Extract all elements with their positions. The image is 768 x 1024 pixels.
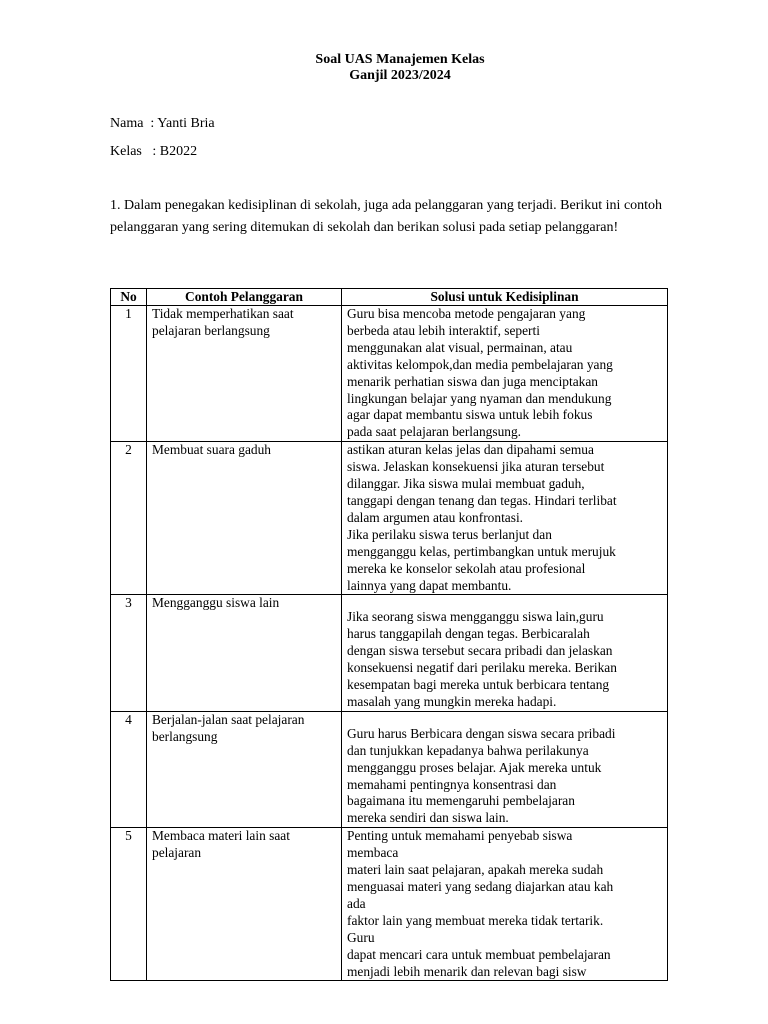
solution-line: bagaimana itu memengaruhi pembelajaran [347,793,575,809]
example-line: Membaca materi lain saat [152,828,290,844]
solution-line: dengan siswa tersebut secara pribadi dan jelaskan [347,643,613,659]
solution-line: pada saat pelajaran berlangsung. [347,424,521,440]
example-line: Mengganggu siswa lain [152,595,280,611]
solution-line: menguasai materi yang sedang diajarkan atau kah [347,879,614,894]
solution-line: mengganggu proses belajar. Ajak mereka untuk [347,759,602,775]
solution-line: materi lain saat pelajaran, apakah mereka sudah [347,862,604,878]
solution-line: mereka ke konselor sekolah atau profesional [347,560,586,576]
row-number: 3 [111,595,147,711]
title-line: Soal UAS Manajemen Kelas [315,52,485,67]
example-line: Membuat suara gaduh [152,442,271,458]
solution-line: masalah yang mungkin mereka hadapi. [347,693,557,709]
example-line: Tidak memperhatikan saat [152,306,294,321]
solution-line: menjadi lebih menarik dan relevan bagi sisw [347,963,587,979]
header-solution: Solusi untuk Kedisiplinan [342,289,668,306]
table-row [111,442,668,595]
solution-line: harus tanggapilah dengan tegas. Berbicaralah [347,626,590,642]
header-no: No [111,289,147,306]
solution-line: dapat mencari cara untuk membuat pembelajaran [347,946,611,962]
table-row [111,595,668,711]
solution-line: faktor lain yang membuat mereka tidak tertarik. [347,912,604,928]
solution-line: dan tunjukkan kepadanya bahwa perilakunya [347,742,589,758]
solution-line: dilanggar. Jika siswa mulai membuat gaduh, [347,476,585,492]
solution-line: Guru bisa mencoba metode pengajaran yang [347,306,586,321]
table-row [111,828,668,981]
table-row [111,711,668,827]
solution-line: memahami pentingnya konsentrasi dan [347,776,557,792]
solution-line: ada [347,895,366,911]
violation-example [147,442,342,595]
solution-line: aktivitas kelompok,dan media pembelajaran yang [347,356,613,372]
solution-line: dalam argumen atau konfrontasi. [347,509,524,525]
violation-example [147,306,342,442]
solution-line: Jika seorang siswa mengganggu siswa lain,guru [347,609,604,625]
solution-text [342,595,668,711]
solution-line: berbeda atau lebih interaktif, seperti [347,322,540,338]
solution-line: astikan aturan kelas jelas dan dipahami semua [347,442,594,458]
solution-line: membaca [347,845,399,861]
solution-line: agar dapat membantu siswa untuk lebih fokus [347,407,593,423]
solution-line: menggunakan alat visual, permainan, atau [347,339,573,355]
violation-example [147,711,342,827]
solution-line: menarik perhatian siswa dan juga menciptakan [347,373,598,389]
solution-text [342,442,668,595]
table-header-row [111,289,668,306]
solution-line: mereka sendiri dan siswa lain. [347,810,509,826]
violation-example [147,828,342,981]
solution-line: lingkungan belajar yang nyaman dan mendukung [347,390,612,406]
violations-table [110,288,668,981]
solution-line: mengganggu kelas, pertimbangkan untuk merujuk [347,543,616,559]
example-line: pelajaran [152,845,202,861]
solution-line: Guru [347,929,375,945]
row-number: 2 [111,442,147,595]
row-number: 5 [111,828,147,981]
solution-line: Jika perilaku siswa terus berlanjut dan [347,526,552,542]
question-text: 1. Dalam penegakan kedisiplinan di sekolah, juga ada pelanggaran yang terjadi. Berikut ini contoh pelanggaran yang sering ditemukan di sekolah dan berikan solusi pada setiap pelanggaran! [110,198,663,235]
example-line: pelajaran berlangsung [152,322,270,338]
header-example: Contoh Pelanggaran [147,289,342,306]
student-name: Nama : Yanti Bria [110,116,215,131]
solution-line: lainnya yang dapat membantu. [347,577,512,593]
row-number: 4 [111,711,147,827]
example-line: berlangsung [152,728,218,744]
table-row [111,306,668,442]
row-number: 1 [111,306,147,442]
violation-example [147,595,342,711]
solution-line: Penting untuk memahami penyebab siswa [347,828,573,844]
solution-line: siswa. Jelaskan konsekuensi jika aturan tersebut [347,459,605,475]
solution-line: tanggapi dengan tenang dan tegas. Hindari terlibat [347,492,617,508]
solution-text [342,306,668,442]
solution-text [342,828,668,981]
student-class: Kelas : B2022 [110,144,198,159]
document-title [0,52,768,84]
solution-text [342,711,668,827]
solution-line: konsekuensi negatif dari perilaku mereka. Berikan [347,660,617,676]
subtitle-line: Ganjil 2023/2024 [349,68,451,83]
example-line: Berjalan-jalan saat pelajaran [152,711,305,727]
solution-line: Guru harus Berbicara dengan siswa secara pribadi [347,725,616,741]
solution-line: kesempatan bagi mereka untuk berbicara tentang [347,677,610,693]
